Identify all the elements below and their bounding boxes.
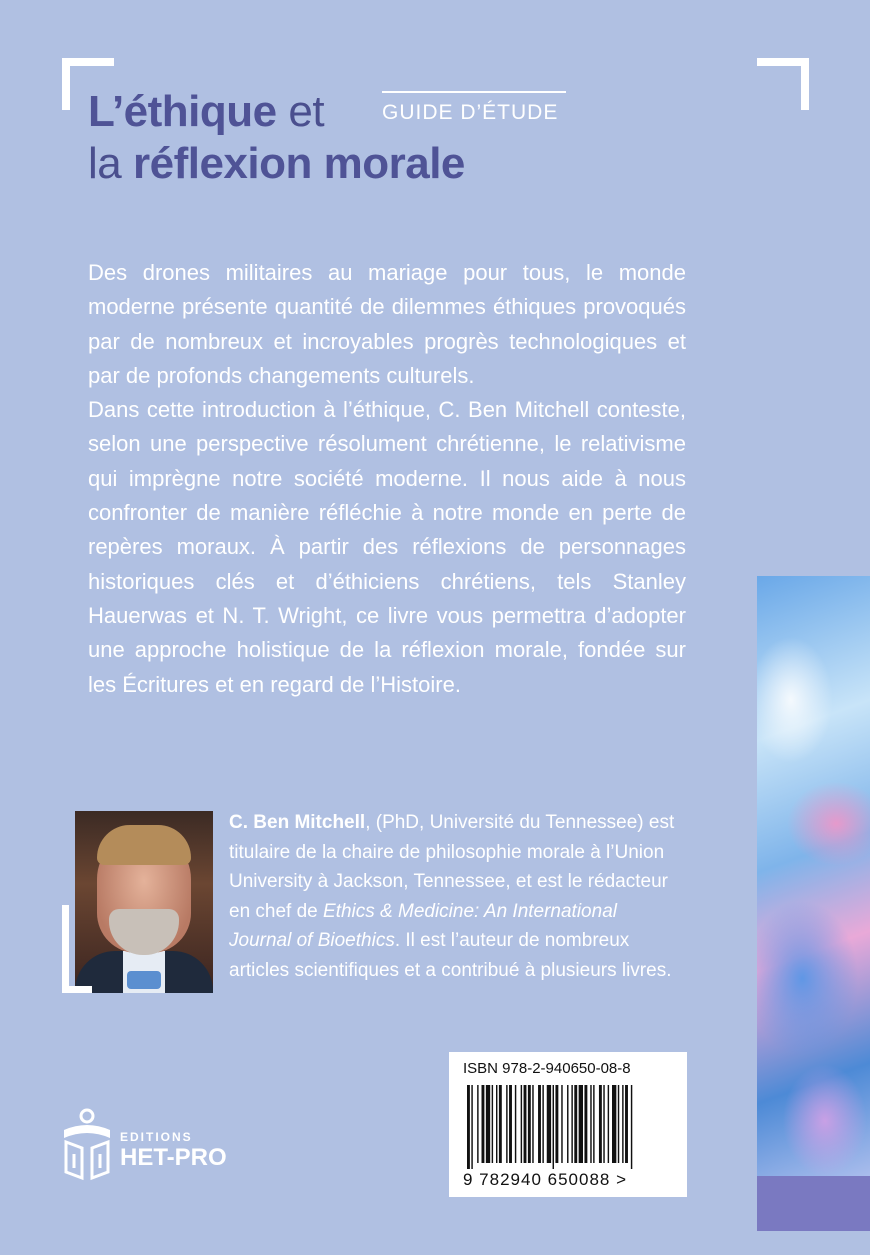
barcode-bar [599,1085,602,1163]
barcode-bar [603,1085,604,1163]
barcode-bar [625,1085,628,1163]
author-bio [229,808,684,986]
barcode-bar [509,1085,512,1163]
barcode-bar [547,1085,551,1163]
publisher-logo [60,1108,250,1188]
publisher-line2: HET-PRO [120,1144,227,1171]
barcode-bar [496,1085,497,1163]
barcode-bars [463,1085,673,1169]
photo-bow-tie [127,971,161,989]
barcode-bar [555,1085,558,1163]
corner-bracket-top-right [757,58,809,110]
barcode-bar [477,1085,478,1163]
decorative-stripe [757,1176,870,1231]
barcode-bar [538,1085,541,1163]
isbn-number: ISBN 978-2-940650-08-8 [463,1060,631,1077]
barcode-bar [553,1085,554,1169]
barcode-bar [618,1085,619,1163]
barcode-bar [542,1085,543,1163]
title-words-reflexion-morale: réflexion morale [132,139,465,188]
barcode-bar [515,1085,516,1163]
barcode-icon [463,1085,673,1169]
barcode-bar [622,1085,623,1163]
barcode-digits: 9 782940 650088 > [463,1170,628,1189]
author-photo [75,811,213,993]
author-name: C. Ben Mitchell [229,812,366,833]
barcode-bar [528,1085,531,1163]
barcode-bar [524,1085,527,1163]
description-paragraph-2: Dans cette introduction à l’éthique, C. Ben Mitchell conteste, selon une perspective résolument chrétienne, le relativisme qui imprègne notre société moderne. Il nous aide à nous confronter de manière réfléchie à notre monde en perte de repères moraux. À partir des réflexions de personnages historiques clés et d’éthiciens chrétiens, tels Stanley Hauerwas et N. T. Wright, ce livre vous permettra d’adopter une approche holistique de la réflexion morale, fondée sur les Écritures et en regard de l’Histoire. [88,397,686,697]
barcode-bar [574,1085,577,1163]
barcode-bar [486,1085,490,1163]
subtitle-block [382,91,566,125]
author-journal: Ethics & Medicine: An International Journal of Bioethics [229,900,617,952]
barcode-bar [612,1085,616,1163]
barcode-bar [499,1085,502,1163]
barcode-bar [571,1085,572,1163]
publisher-line1: EDITIONS [120,1130,193,1144]
barcode-bar [532,1085,533,1163]
author-bio-text-1: , (PhD, Université du Tennessee) est titulaire de la chaire de philosophie morale à l’Union University à Jackson, Tennessee, et est le rédacteur en chef de [229,812,675,922]
barcode-bar [492,1085,493,1163]
barcode-bar [467,1085,470,1169]
title-word-la: la [88,139,133,188]
barcode-bar [482,1085,485,1163]
subtitle: GUIDE D’ÉTUDE [382,101,559,124]
barcode-box [449,1052,687,1197]
barcode-bar [590,1085,591,1163]
description-paragraph-1: Des drones militaires au mariage pour tous, le monde moderne présente quantité de dilemmes éthiques provoqués par de nombreux et incroyables progrès technologiques et par de profonds changements culturels. [88,260,686,388]
author-bio-text-2: . Il est l’auteur de nombreux articles scientifiques et a contribué à plusieurs livres. [229,930,672,981]
title-word-ethique: L’éthique [88,87,277,136]
decorative-abstract-image [757,576,870,1195]
barcode-bar [561,1085,562,1163]
barcode-bar [608,1085,609,1163]
barcode-bar [521,1085,522,1163]
barcode-bar [567,1085,568,1163]
barcode-bar [631,1085,632,1169]
title-word-et: et [276,87,325,136]
barcode-bar [506,1085,507,1163]
corner-bracket-photo [62,905,92,993]
photo-hair [97,825,191,865]
barcode-bar [471,1085,472,1169]
barcode-bar [593,1085,594,1163]
book-description [88,256,686,702]
barcode-bar [579,1085,583,1163]
publisher-mark-icon [60,1108,114,1184]
barcode-bar [584,1085,587,1163]
